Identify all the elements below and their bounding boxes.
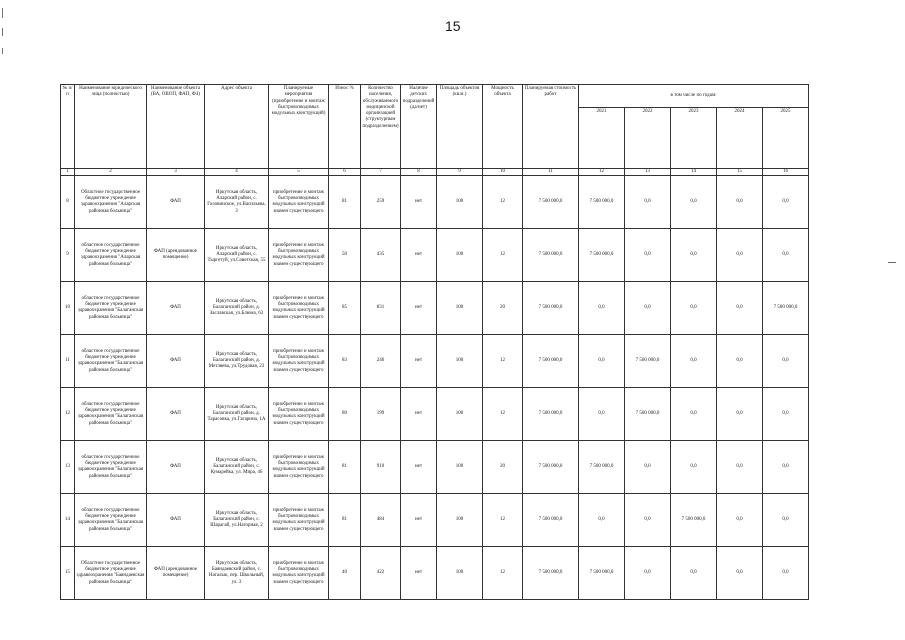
cell-wear: 81	[329, 494, 361, 547]
cell-measure: приобретение и монтаж быстровозводимых модульных конструкций взамен существующего	[269, 547, 329, 600]
header-area: Площадь объектов (кв.м.)	[437, 85, 483, 169]
cell-population: 246	[361, 335, 401, 388]
header-address: Адрес объекта	[205, 85, 269, 169]
cell-population: 484	[361, 494, 401, 547]
cell-year-2024: 0,0	[717, 335, 763, 388]
cell-year-2021: 0,0	[579, 335, 625, 388]
cell-year-2022: 0,0	[625, 229, 671, 282]
column-number: 9	[437, 169, 483, 176]
column-number: 5	[269, 169, 329, 176]
cell-cost: 7 500 000,0	[523, 282, 579, 335]
cell-address: Иркутская область, Балаганский район, с. Шарагай, ул.Нагорная, 2	[205, 494, 269, 547]
cell-cost: 7 500 000,0	[523, 229, 579, 282]
objects-table-container	[60, 84, 808, 600]
cell-address: Иркутская область, Балаганский район, д. Тарасовка, ул.Гагарина, 1А	[205, 388, 269, 441]
cell-year-2021: 0,0	[579, 388, 625, 441]
header-by-years: в том числе по годам:	[579, 85, 809, 108]
cell-year-2024: 0,0	[717, 282, 763, 335]
cell-address: Иркутская область, Аларский район, с. Головинское, ул.Васильева, 3	[205, 176, 269, 229]
cell-object-name: ФАП	[147, 388, 205, 441]
cell-population: 910	[361, 441, 401, 494]
cell-population: 435	[361, 229, 401, 282]
cell-area: 100	[437, 229, 483, 282]
header-cost: Планируемая стоимость работ	[523, 85, 579, 169]
cell-children-units: нет	[401, 282, 437, 335]
cell-measure: приобретение и монтаж быстровозводимых модульных конструкций взамен существующего	[269, 282, 329, 335]
cell-year-2024: 0,0	[717, 494, 763, 547]
cell-measure: приобретение и монтаж быстровозводимых модульных конструкций взамен существующего	[269, 229, 329, 282]
page-number: 15	[445, 18, 461, 34]
cell-object-name: ФАП	[147, 282, 205, 335]
cell-cost: 7 500 000,0	[523, 547, 579, 600]
cell-year-2025: 0,0	[763, 335, 809, 388]
cell-year-2023: 0,0	[671, 547, 717, 600]
cell-population: 422	[361, 547, 401, 600]
cell-area: 100	[437, 282, 483, 335]
cell-year-2022: 7 500 000,0	[625, 335, 671, 388]
cell-children-units: нет	[401, 441, 437, 494]
header-wear: Износ %	[329, 85, 361, 169]
scan-margin-marks	[2, 8, 8, 54]
cell-wear: 50	[329, 229, 361, 282]
cell-wear: 81	[329, 176, 361, 229]
cell-children-units: нет	[401, 494, 437, 547]
cell-address: Иркутская область, Балаганский район, с. Кумарейка, ул. Мира, 46	[205, 441, 269, 494]
cell-cost: 7 500 000,0	[523, 335, 579, 388]
cell-cost: 7 500 000,0	[523, 494, 579, 547]
cell-capacity: 12	[483, 547, 523, 600]
table-row	[61, 176, 809, 229]
cell-cost: 7 500 000,0	[523, 176, 579, 229]
cell-wear: 83	[329, 335, 361, 388]
cell-year-2023: 0,0	[671, 388, 717, 441]
cell-num: 12	[61, 388, 75, 441]
cell-object-name: ФАП	[147, 494, 205, 547]
cell-year-2025: 7 500 000,0	[763, 282, 809, 335]
cell-year-2024: 0,0	[717, 176, 763, 229]
table-row	[61, 335, 809, 388]
cell-year-2022: 0,0	[625, 494, 671, 547]
column-number: 2	[75, 169, 147, 176]
cell-num: 11	[61, 335, 75, 388]
table-row	[61, 494, 809, 547]
cell-year-2022: 0,0	[625, 441, 671, 494]
cell-capacity: 20	[483, 282, 523, 335]
cell-year-2025: 0,0	[763, 176, 809, 229]
cell-address: Иркутская область, Балаганский район, д. Метляева, ул.Трудовая, 23	[205, 335, 269, 388]
column-number: 13	[625, 169, 671, 176]
cell-year-2024: 0,0	[717, 547, 763, 600]
header-capacity: Мощность объекта	[483, 85, 523, 169]
cell-year-2025: 0,0	[763, 388, 809, 441]
cell-cost: 7 500 000,0	[523, 388, 579, 441]
cell-institution: Областное государственное бюджетное учреждение здравоохранения "Аларская районная больница"	[75, 176, 147, 229]
cell-object-name: ФАП	[147, 176, 205, 229]
cell-year-2024: 0,0	[717, 388, 763, 441]
header-year-2021: 2021	[579, 108, 625, 169]
cell-capacity: 12	[483, 494, 523, 547]
header-object-name: Наименование объекта (ВА, ОВОП, ФАП, ФЗ)	[147, 85, 205, 169]
column-number: 14	[671, 169, 717, 176]
header-year-2022: 2022	[625, 108, 671, 169]
cell-num: 10	[61, 282, 75, 335]
cell-year-2025: 0,0	[763, 494, 809, 547]
cell-cost: 7 500 000,0	[523, 441, 579, 494]
cell-year-2021: 7 500 000,0	[579, 229, 625, 282]
header-year-2025: 2025	[763, 108, 809, 169]
table-row	[61, 547, 809, 600]
cell-population: 259	[361, 176, 401, 229]
column-number: 6	[329, 169, 361, 176]
cell-capacity: 20	[483, 441, 523, 494]
cell-children-units: нет	[401, 176, 437, 229]
cell-year-2024: 0,0	[717, 441, 763, 494]
cell-measure: приобретение и монтаж быстровозводимых модульных конструкций взамен существующего	[269, 335, 329, 388]
cell-area: 100	[437, 335, 483, 388]
cell-year-2025: 0,0	[763, 547, 809, 600]
column-number: 4	[205, 169, 269, 176]
header-population: Количество населения, обслуживаемого медицинской организацией (структурным подразделением)	[361, 85, 401, 169]
cell-measure: приобретение и монтаж быстровозводимых модульных конструкций взамен существующего	[269, 441, 329, 494]
cell-wear: 85	[329, 282, 361, 335]
cell-num: 14	[61, 494, 75, 547]
column-number: 3	[147, 169, 205, 176]
cell-capacity: 12	[483, 335, 523, 388]
cell-year-2021: 7 500 000,0	[579, 547, 625, 600]
cell-institution: областное государственное бюджетное учреждение здравоохранения "Балаганская районная больница"	[75, 282, 147, 335]
cell-year-2021: 7 500 000,0	[579, 441, 625, 494]
cell-wear: 40	[329, 547, 361, 600]
cell-wear: 80	[329, 388, 361, 441]
cell-year-2021: 0,0	[579, 282, 625, 335]
cell-children-units: нет	[401, 335, 437, 388]
cell-num: 8	[61, 176, 75, 229]
cell-object-name: ФАП	[147, 441, 205, 494]
column-number: 8	[401, 169, 437, 176]
cell-institution: Областное государственное бюджетное учреждение здравоохранения "Баяндаевская районная больница"	[75, 547, 147, 600]
cell-area: 100	[437, 441, 483, 494]
cell-measure: приобретение и монтаж быстровозводимых модульных конструкций взамен существующего	[269, 176, 329, 229]
cell-area: 100	[437, 547, 483, 600]
cell-year-2021: 7 500 000,0	[579, 176, 625, 229]
column-numbers-row	[61, 169, 809, 176]
cell-measure: приобретение и монтаж быстровозводимых модульных конструкций взамен существующего	[269, 494, 329, 547]
cell-measure: приобретение и монтаж быстровозводимых модульных конструкций взамен существующего	[269, 388, 329, 441]
cell-year-2022: 0,0	[625, 282, 671, 335]
header-measure: Планируемые мероприятия (приобретение и монтаж быстровозводимых модульных конструкций)	[269, 85, 329, 169]
table-row	[61, 441, 809, 494]
cell-population: 831	[361, 282, 401, 335]
cell-year-2021: 0,0	[579, 494, 625, 547]
cell-area: 100	[437, 388, 483, 441]
table-row	[61, 282, 809, 335]
cell-institution: областное государственное бюджетное учреждение здравоохранения "Балаганская районная больница"	[75, 494, 147, 547]
column-number: 15	[717, 169, 763, 176]
column-number: 7	[361, 169, 401, 176]
cell-population: 199	[361, 388, 401, 441]
table-row	[61, 229, 809, 282]
cell-year-2022: 0,0	[625, 547, 671, 600]
cell-num: 9	[61, 229, 75, 282]
cell-children-units: нет	[401, 547, 437, 600]
cell-year-2023: 0,0	[671, 335, 717, 388]
header-institution: Наименование юридического лица (полностью)	[75, 85, 147, 169]
column-number: 11	[523, 169, 579, 176]
column-number: 10	[483, 169, 523, 176]
cell-year-2022: 7 500 000,0	[625, 388, 671, 441]
cell-year-2023: 0,0	[671, 229, 717, 282]
column-number: 16	[763, 169, 809, 176]
cell-wear: 81	[329, 441, 361, 494]
column-number: 1	[61, 169, 75, 176]
cell-capacity: 12	[483, 388, 523, 441]
cell-year-2025: 0,0	[763, 229, 809, 282]
cell-year-2023: 7 500 000,0	[671, 494, 717, 547]
header-year-2023: 2023	[671, 108, 717, 169]
scan-margin-dash	[888, 262, 896, 263]
table-row	[61, 388, 809, 441]
cell-area: 100	[437, 494, 483, 547]
table-body	[61, 176, 809, 600]
column-number: 12	[579, 169, 625, 176]
cell-year-2023: 0,0	[671, 282, 717, 335]
objects-table	[60, 84, 809, 600]
cell-object-name: ФАП (арендованное помещение)	[147, 229, 205, 282]
cell-institution: областное государственное бюджетное учреждение здравоохранения "Аларская районная больница"	[75, 229, 147, 282]
cell-object-name: ФАП	[147, 335, 205, 388]
cell-year-2023: 0,0	[671, 176, 717, 229]
cell-children-units: нет	[401, 229, 437, 282]
header-children-units: Наличие детских подразделений (да/нет)	[401, 85, 437, 169]
cell-children-units: нет	[401, 388, 437, 441]
cell-year-2022: 0,0	[625, 176, 671, 229]
cell-capacity: 12	[483, 176, 523, 229]
cell-address: Иркутская область, Аларский район, с. Тыргетуй, ул.Советская, 55	[205, 229, 269, 282]
cell-year-2025: 0,0	[763, 441, 809, 494]
cell-capacity: 12	[483, 229, 523, 282]
cell-institution: областное государственное бюджетное учреждение здравоохранения "Балаганская районная больница"	[75, 388, 147, 441]
header-year-2024: 2024	[717, 108, 763, 169]
cell-num: 15	[61, 547, 75, 600]
cell-num: 13	[61, 441, 75, 494]
cell-area: 100	[437, 176, 483, 229]
cell-institution: областное государственное бюджетное учреждение здравоохранения "Балаганская районная больница"	[75, 441, 147, 494]
cell-address: Иркутская область, Балаганский район, д. Заславская, ул.Блюма, 63	[205, 282, 269, 335]
cell-object-name: ФАП (арендованное помещение)	[147, 547, 205, 600]
header-num: № п/п	[61, 85, 75, 169]
cell-year-2024: 0,0	[717, 229, 763, 282]
cell-address: Иркутская область, Баяндаевский район, с. Нагалык, пер. Школьный, ул. 3	[205, 547, 269, 600]
cell-year-2023: 0,0	[671, 441, 717, 494]
cell-institution: областное государственное бюджетное учреждение здравоохранения "Балаганская районная больница"	[75, 335, 147, 388]
